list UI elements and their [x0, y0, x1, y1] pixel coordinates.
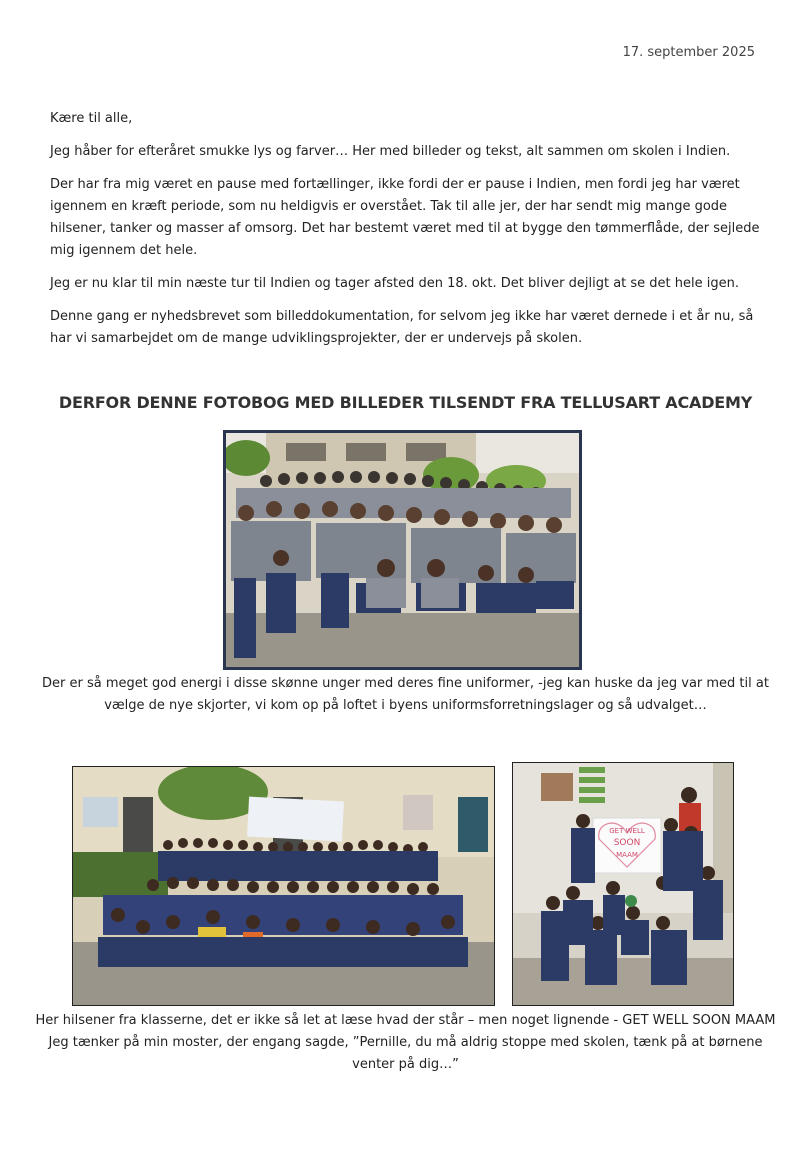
letter-greeting: Kære til alle,	[50, 111, 133, 126]
letter-paragraph: Der har fra mig været en pause med fortællinger, ikke fordi der er pause i Indien, men fordi jeg har været igennem en kræft periode, som nu heldigvis er overstået. Tak til alle jer, der har sendt mig mange gode hilsener, tanker og masser af omsorg. Det har bestemt været med til at bygge den tømmerflåde, der sejlede mig igennem det hele.	[50, 177, 760, 258]
letter-paragraph: Jeg er nu klar til min næste tur til Indien og tager afsted den 18. okt. Det bliver dejligt at se det hele igen.	[50, 276, 739, 291]
class-photos-caption	[0, 1010, 811, 1076]
caption-line: venter på dig…”	[352, 1057, 459, 1072]
caption-line: Her hilsener fra klasserne, det er ikke så let at læse hvad der står – men noget lignende - GET WELL SOON MAAM	[35, 1013, 776, 1028]
caption-line: Der er så meget god energi i disse skønne unger med deres fine uniformer, -jeg kan huske da jeg var med til at	[42, 676, 769, 691]
poster-text-line-2: SOON	[613, 838, 641, 848]
class-group-photo-image	[73, 767, 494, 1005]
letter-paragraph: Denne gang er nyhedsbrevet som billeddokumentation, for selvom jeg ikke har været dernede i et år nu, så har vi samarbejdet om de mange udviklingsprojekter, der er undervejs på skolen.	[50, 309, 754, 346]
get-well-poster-photo	[512, 762, 734, 1006]
letter-date: 17. september 2025	[622, 45, 755, 60]
caption-line: Jeg tænker på min moster, der engang sagde, ”Pernille, du må aldrig stoppe med skolen, tænk på at børnene	[48, 1035, 763, 1050]
school-group-photo-image	[226, 433, 579, 667]
poster-text-line-3: MAAM	[616, 851, 638, 859]
class-group-photo	[72, 766, 495, 1006]
get-well-poster-photo-image	[513, 763, 733, 1005]
letter-body	[50, 108, 762, 361]
poster-text-line-1: GET WELL	[609, 827, 645, 835]
section-heading: DERFOR DENNE FOTOBOG MED BILLEDER TILSENDT FRA TELLUSART ACADEMY	[58, 393, 753, 412]
caption-line: vælge de nye skjorter, vi kom op på loftet i byens uniformsforretningslager og så udvalget…	[104, 698, 707, 713]
letter-paragraph: Jeg håber for efteråret smukke lys og farver… Her med billeder og tekst, alt sammen om skolen i Indien.	[50, 144, 731, 159]
school-group-photo	[223, 430, 582, 670]
main-photo-caption	[0, 673, 811, 717]
